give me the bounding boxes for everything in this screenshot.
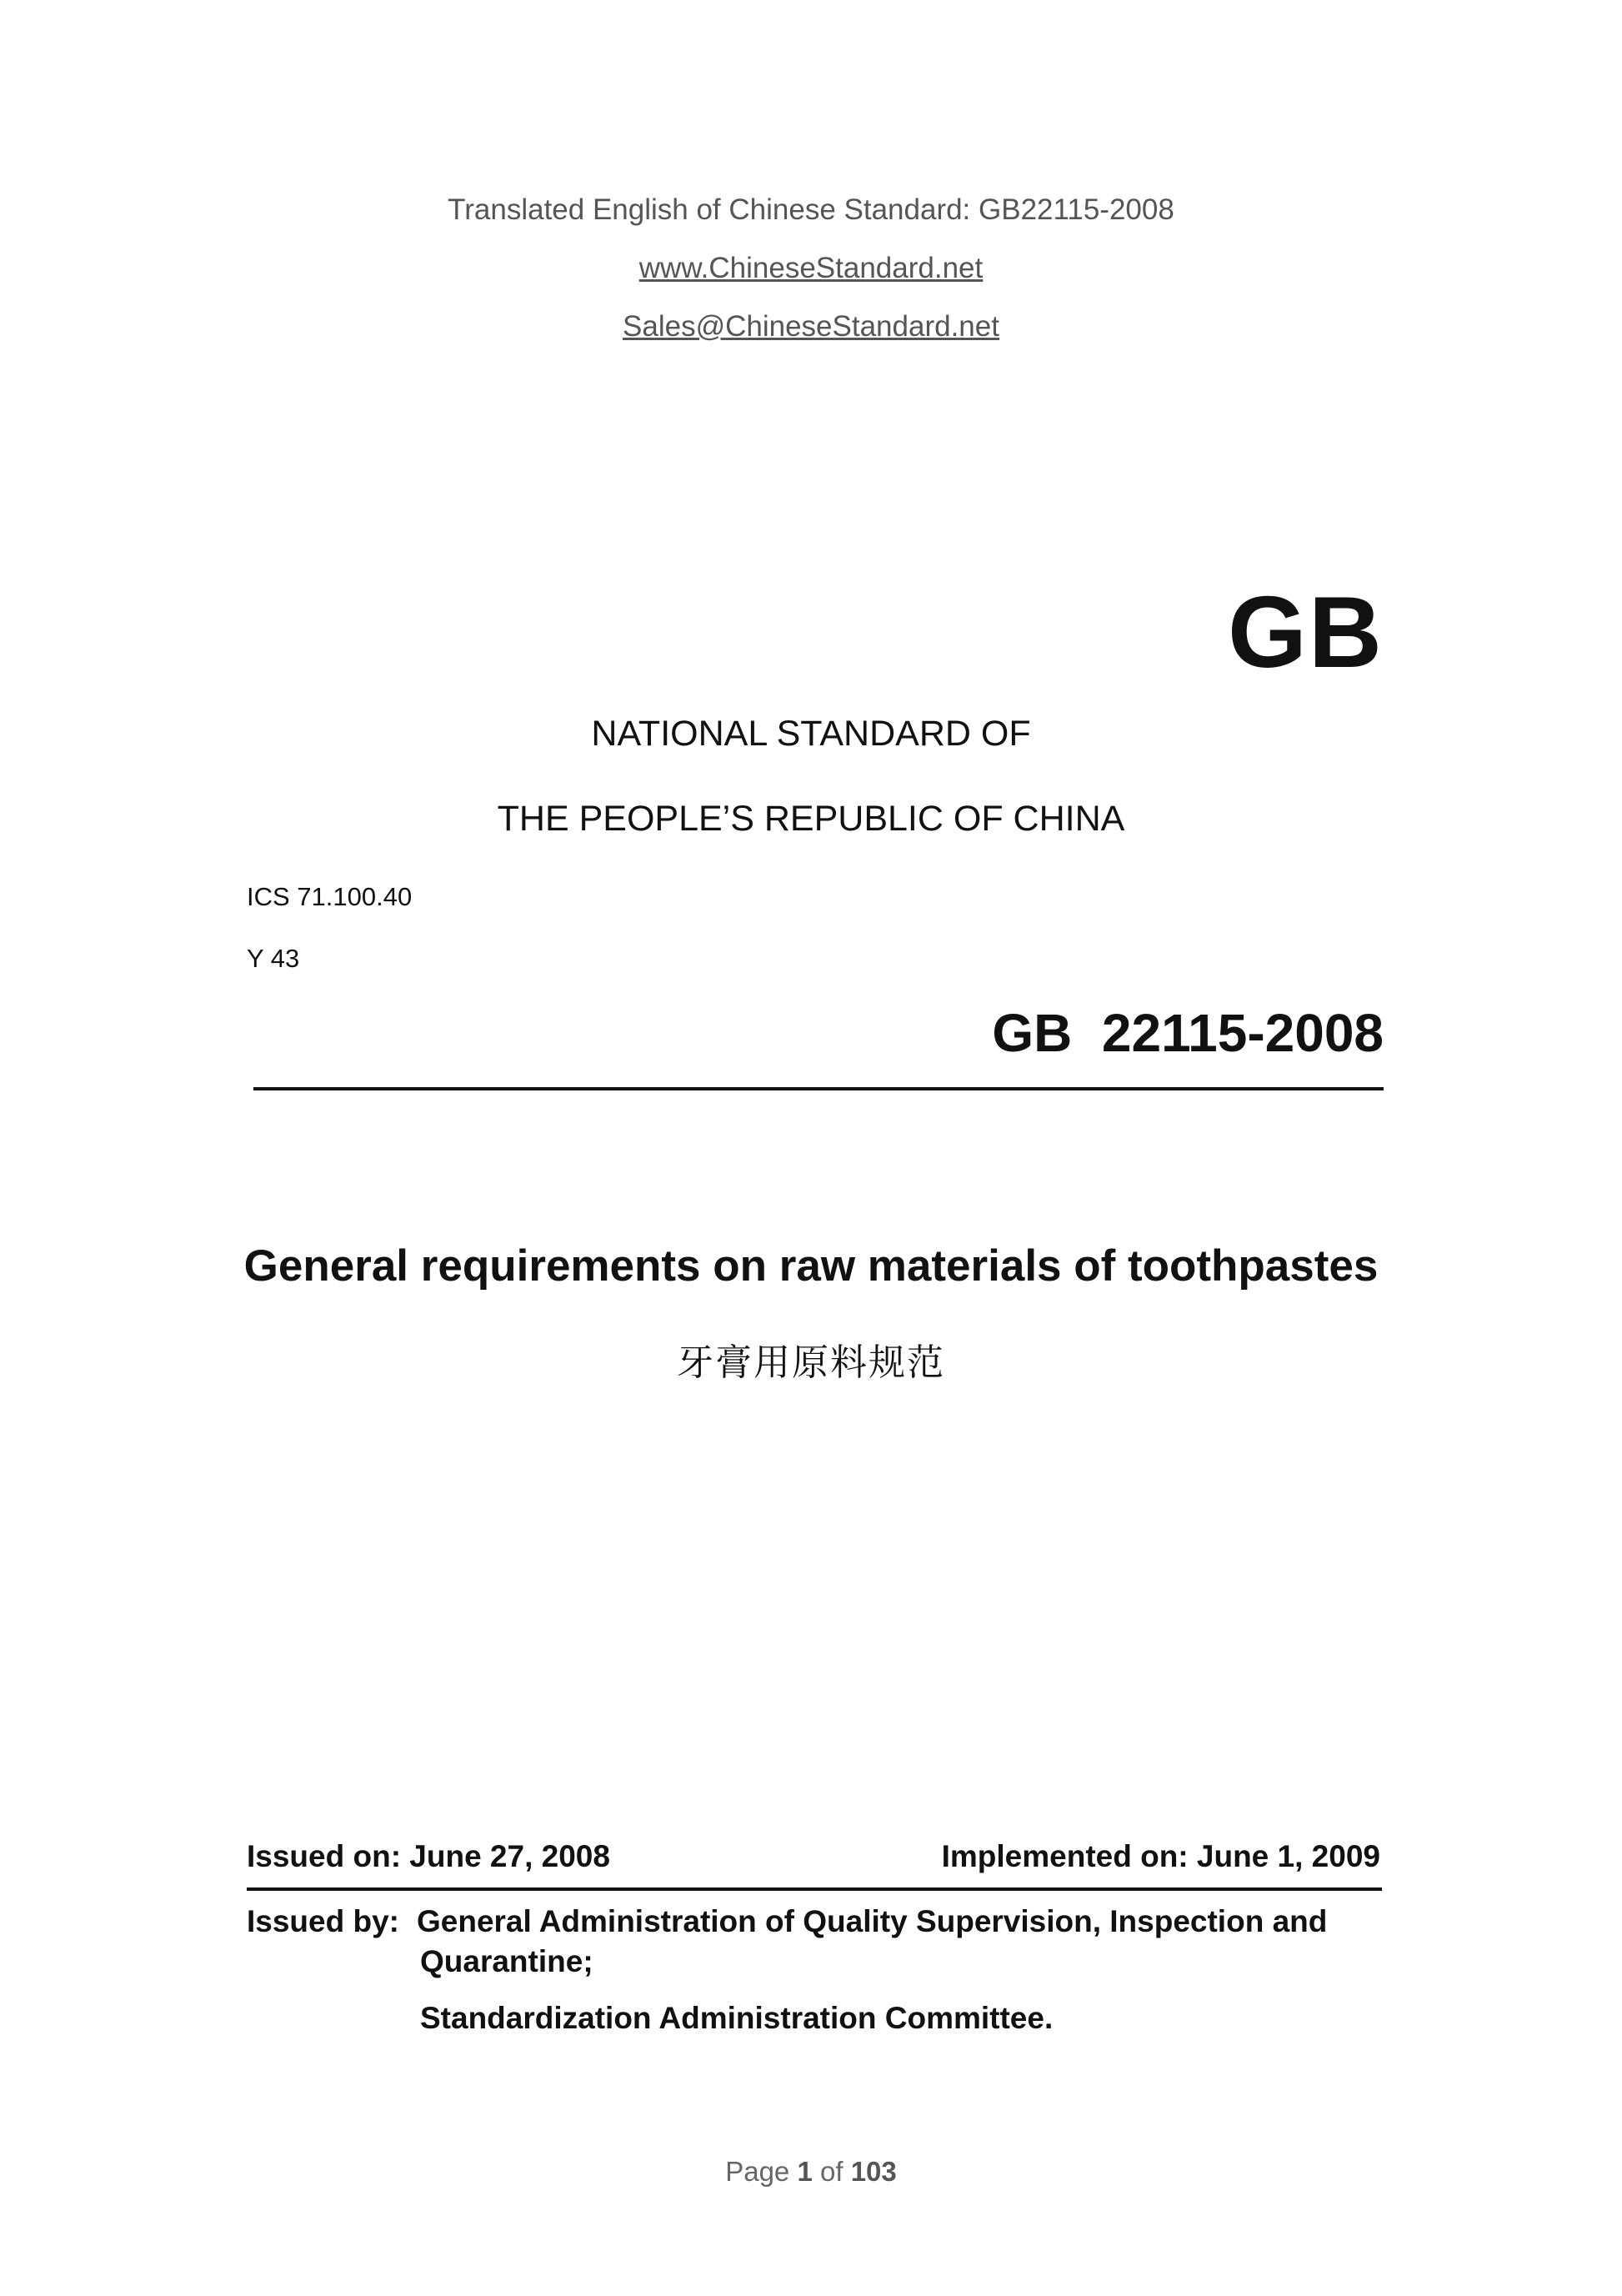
national-standard-line1: NATIONAL STANDARD OF bbox=[591, 714, 1031, 754]
title-english: General requirements on raw materials of toothpastes bbox=[243, 1241, 1379, 1291]
issued-by-line1: General Administration of Quality Supervision, Inspection and bbox=[417, 1904, 1328, 1938]
national-standard-line2: THE PEOPLE’S REPUBLIC OF CHINA bbox=[497, 799, 1125, 839]
issued-by-line3: Standardization Administration Committee. bbox=[420, 2001, 1054, 2035]
dates-rule bbox=[247, 1887, 1382, 1891]
issued-by-line2: Quarantine; bbox=[420, 1944, 593, 1978]
issued-on-date: Issued on: June 27, 2008 bbox=[247, 1839, 610, 1873]
website-link-row bbox=[0, 252, 1622, 285]
page-indicator bbox=[0, 2156, 1622, 2188]
standard-number: GB 22115-2008 bbox=[992, 1003, 1384, 1063]
translated-header: Translated English of Chinese Standard: GB22115-2008 bbox=[448, 193, 1174, 226]
page-total: 103 bbox=[850, 2156, 897, 2187]
gb-logo: GB bbox=[1228, 575, 1384, 689]
implemented-on-date: Implemented on: June 1, 2009 bbox=[941, 1839, 1380, 1873]
email-link[interactable]: Sales@ChineseStandard.net bbox=[623, 310, 999, 343]
page-word: Page bbox=[725, 2156, 790, 2187]
issued-by-label: Issued by: bbox=[247, 1904, 399, 1938]
email-link-row bbox=[0, 310, 1622, 343]
ics-code: ICS 71.100.40 bbox=[247, 882, 413, 911]
website-link[interactable]: www.ChineseStandard.net bbox=[638, 252, 984, 284]
ccs-code: Y 43 bbox=[247, 944, 300, 973]
of-word: of bbox=[820, 2156, 844, 2187]
title-chinese: 牙膏用原料规范 bbox=[677, 1342, 945, 1383]
standard-number-rule bbox=[253, 1087, 1384, 1090]
page-current: 1 bbox=[797, 2156, 813, 2187]
